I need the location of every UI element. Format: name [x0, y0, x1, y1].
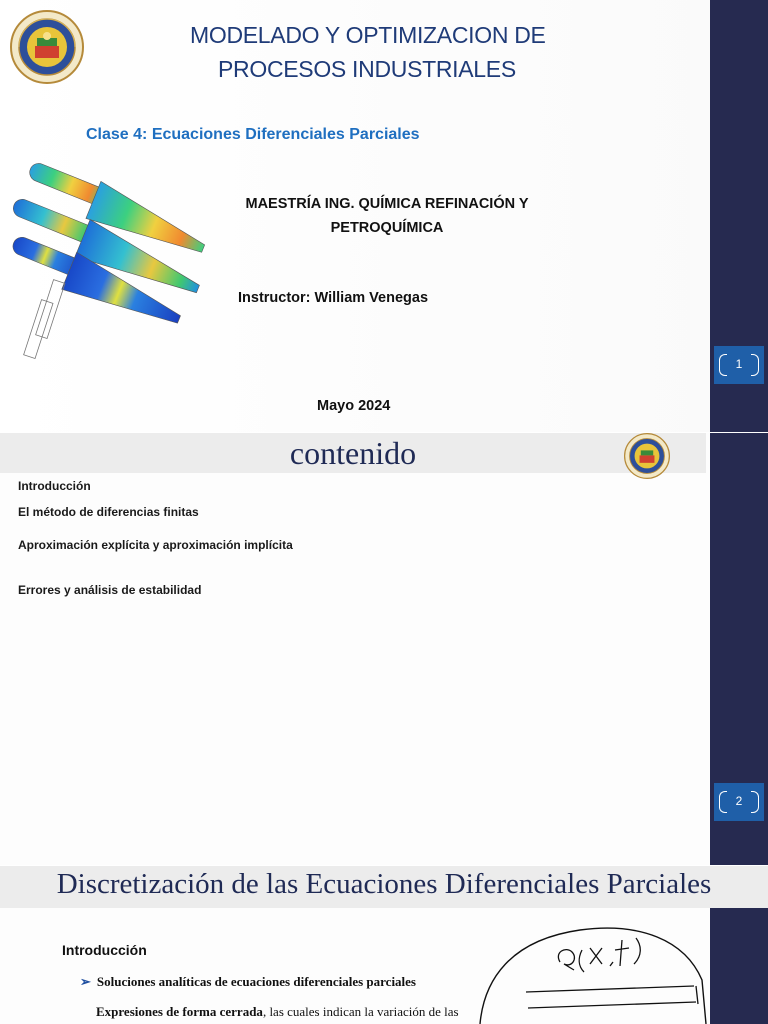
slide-title: contenido — [289, 435, 417, 471]
handwritten-q-of-x-t-sketch — [470, 900, 710, 1024]
list-item: El método de diferencias finitas — [18, 505, 199, 519]
paragraph — [96, 1004, 459, 1020]
page-number-badge — [714, 783, 764, 821]
list-item: Errores y análisis de estabilidad — [18, 583, 202, 597]
instructor-name: Instructor: William Venegas — [238, 290, 429, 306]
list-item: Introducción — [18, 479, 91, 493]
page-number: 2 — [735, 794, 743, 808]
university-seal-icon — [624, 433, 670, 479]
list-item: Aproximación explícita y aproximación implícita — [18, 538, 293, 552]
class-subtitle: Clase 4: Ecuaciones Diferenciales Parciales — [86, 126, 420, 143]
presentation-date: Mayo 2024 — [317, 398, 391, 414]
university-seal-icon — [10, 10, 84, 84]
title-line-1: MODELADO Y OPTIMIZACION DE — [190, 22, 546, 48]
slide-2 — [0, 433, 768, 865]
section-heading: Introducción — [62, 942, 147, 958]
slide-1 — [0, 0, 768, 432]
paragraph-text: , las cuales indican la variación de las — [262, 1004, 459, 1019]
bullet-text: Soluciones analíticas de ecuaciones diferenciales parciales — [96, 974, 416, 989]
program-name: MAESTRÍA ING. QUÍMICA REFINACIÓN Y PETROQUÍMICA — [245, 196, 529, 236]
bracket-right-icon — [751, 791, 759, 813]
bullet-item — [80, 974, 416, 990]
slide-3 — [0, 866, 768, 1024]
page-number-badge — [714, 346, 764, 384]
page-number: 1 — [735, 357, 743, 371]
slide-title: Discretización de las Ecuaciones Diferenciales Parciales — [56, 868, 712, 900]
title-line-2: PROCESOS INDUSTRIALES — [218, 56, 516, 82]
presentation-title — [190, 18, 590, 86]
paragraph-bold: Expresiones de forma cerrada — [96, 1004, 263, 1019]
arrow-bullet-icon: ➢ — [80, 974, 91, 989]
bracket-right-icon — [751, 354, 759, 376]
cfd-hydrocyclone-simulation-image — [0, 150, 250, 370]
